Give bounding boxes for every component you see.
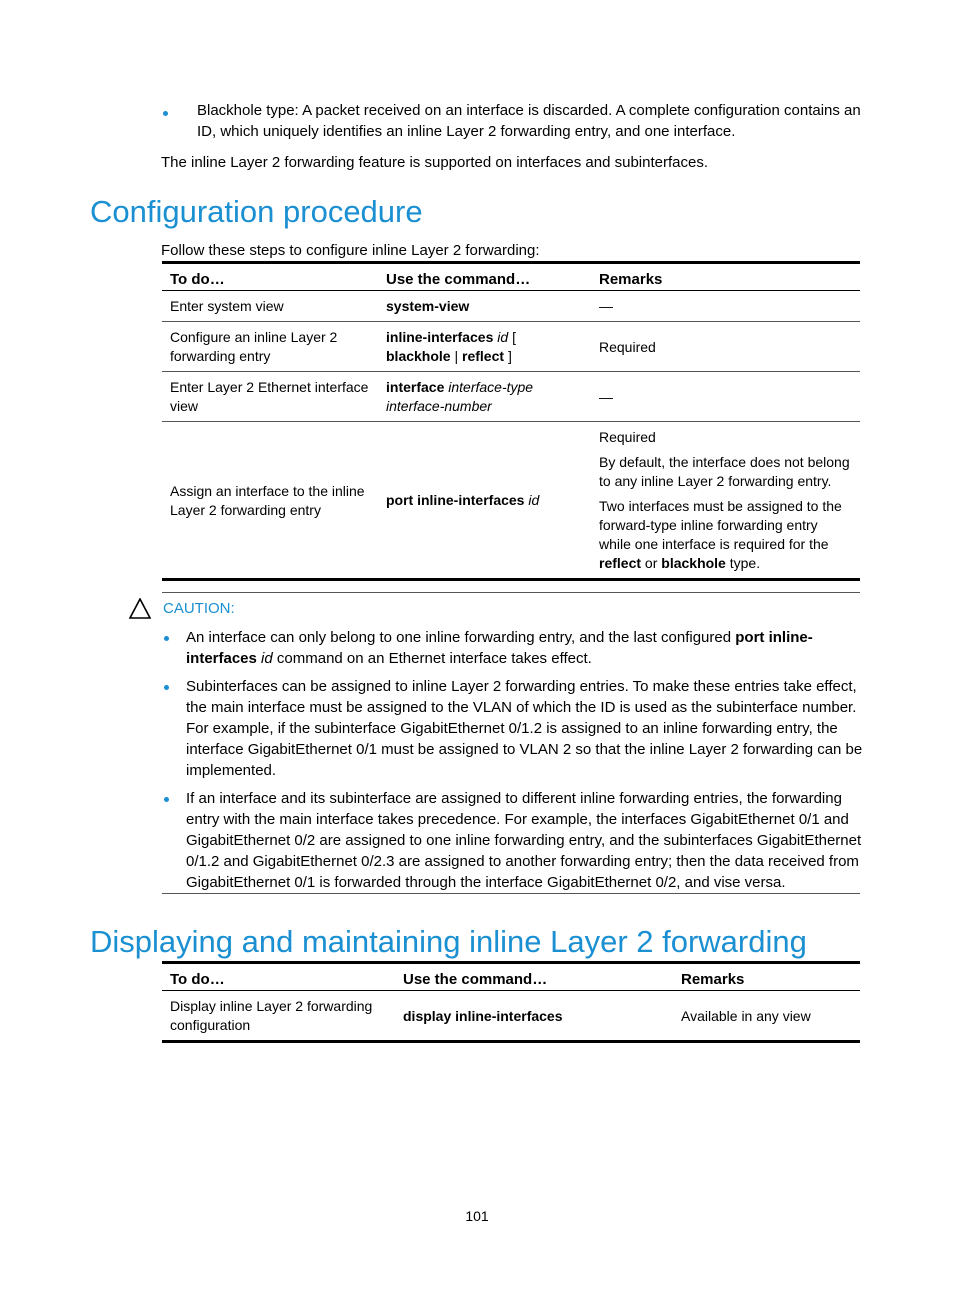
command-argument: interface-type interface-number [386,379,534,414]
table-row [162,372,860,422]
table-header-row [162,263,860,291]
display-table [162,961,860,1043]
command-cell [378,291,591,322]
remarks-cell: Required [591,322,860,372]
column-header: To do… [162,263,378,291]
config-table [162,261,860,581]
section-lead: Follow these steps to configure inline Layer 2 forwarding: [161,242,540,259]
caution-item: Subinterfaces can be assigned to inline Layer 2 forwarding entries. To make these entries take effect, the main interface must be assigned to the VLAN of which the ID is used as the subinterface number. For example, if the subinterface GigabitEthernet 0/1.2 is assigned to an inline forwarding entry, the interface GigabitEthernet 0/1 must be assigned to VLAN 2 so that the inline Layer 2 forwarding can be implemented. [186,678,863,779]
command-keyword: display inline-interfaces [403,1007,563,1024]
intro-paragraph: The inline Layer 2 forwarding feature is supported on interfaces and subinterfaces. [161,154,708,171]
remarks-cell: — [591,372,860,422]
caution-text: command on an Ethernet interface takes effect. [276,650,592,667]
remarks-keyword: reflect [599,555,642,571]
table-row [162,422,860,580]
command-cell [378,322,591,372]
bullet-dot [164,685,169,690]
remarks-cell: Available in any view [673,991,860,1042]
bullet-dot [163,111,168,116]
column-header: Remarks [673,963,860,991]
intro-bullet-text: Blackhole type: A packet received on an interface is discarded. A complete configuration contains an ID, which uniquely identifies an inline Layer 2 forwarding entry, and one interface. [197,102,861,140]
command-keyword: system-view [386,298,470,314]
column-header: Use the command… [395,963,673,991]
todo-cell: Enter Layer 2 Ethernet interface view [162,372,378,422]
page-number: 101 [465,1208,489,1224]
command-keyword: interface [386,379,445,395]
section-heading-displaying: Displaying and maintaining inline Layer 2 forwarding [90,924,807,959]
command-cell [395,991,673,1042]
remarks-line: By default, the interface does not belong to any inline Layer 2 forwarding entry. [599,454,850,489]
remarks-keyword: blackhole [661,555,726,571]
command-keyword: inline-interfaces [386,329,494,345]
command-keyword: port inline-interfaces [386,492,525,508]
section-heading-configuration: Configuration procedure [90,194,423,229]
remarks-cell: — [591,291,860,322]
table-header-row [162,963,860,991]
command-keyword: blackhole [386,348,451,364]
remarks-line [599,497,852,573]
todo-cell: Enter system view [162,291,378,322]
command-argument: id [497,329,509,345]
remarks-cell [591,422,860,580]
remarks-text: type. [729,555,761,571]
command-keyword: port inline-interfaces [186,629,813,667]
todo-cell: Assign an interface to the inline Layer 2 forwarding entry [162,422,378,580]
command-cell [378,372,591,422]
bullet-dot [164,797,169,802]
column-header: Use the command… [378,263,591,291]
todo-cell: Configure an inline Layer 2 forwarding entry [162,322,378,372]
remarks-line: Required [599,429,656,445]
caution-top-rule [162,592,860,593]
table-row [162,291,860,322]
table-row [162,991,860,1042]
caution-item [186,627,866,669]
command-bracket: ] [507,348,512,364]
column-header: Remarks [591,263,860,291]
command-bracket: [ [512,329,516,345]
todo-cell: Display inline Layer 2 forwarding configuration [162,991,395,1042]
caution-bottom-rule [162,893,860,894]
warning-triangle-icon [129,598,151,624]
caution-item: If an interface and its subinterface are assigned to different inline forwarding entries, the forwarding entry with the main interface takes precedence. For example, the interfaces GigabitEthernet 0/1 and GigabitEthernet 0/2 are assigned to one inline forwarding entry, and the subinterfaces GigabitEthernet 0/1.2 and GigabitEthernet 0/2.3 are assigned to another forwarding entry; then the data received from GigabitEthernet 0/1 is forwarded through the interface GigabitEthernet 0/2, and vise versa. [186,790,862,891]
column-header: To do… [162,963,395,991]
command-argument: id [528,492,540,508]
remarks-text: or [644,555,658,571]
command-separator: | [454,348,459,364]
table-row [162,322,860,372]
caution-text: An interface can only belong to one inline forwarding entry, and the last configured [186,629,732,646]
bullet-dot [164,636,169,641]
command-cell [378,422,591,580]
remarks-text: Two interfaces must be assigned to the forward-type inline forwarding entry while one interface is required for the [599,498,842,552]
command-argument: id [261,650,273,667]
command-keyword: reflect [462,348,505,364]
caution-label: CAUTION: [163,600,235,617]
